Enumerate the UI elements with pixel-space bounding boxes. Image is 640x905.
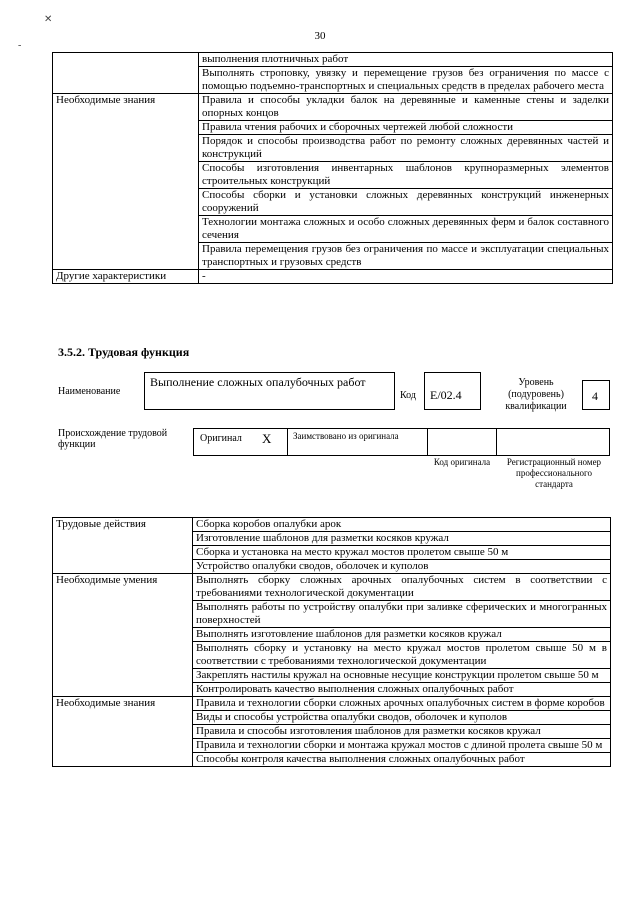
row-item: Правила перемещения грузов без ограничения по массе и эксплуатации специальных транспортных и грузовых средств bbox=[199, 243, 613, 270]
row-item: Правила и способы изготовления шаблонов для разметки косяков кружал bbox=[193, 725, 611, 739]
page-number: 30 bbox=[314, 30, 326, 42]
row-label: Другие характеристики bbox=[53, 270, 199, 284]
row-item: Технологии монтажа сложных и особо сложных деревянных ферм и балок составного сечения bbox=[199, 216, 613, 243]
original-mark: X bbox=[262, 431, 272, 446]
table-row bbox=[53, 518, 611, 532]
name-label: Наименование bbox=[58, 386, 121, 397]
code-original-label: Код оригинала bbox=[433, 457, 491, 467]
table-row bbox=[53, 94, 613, 121]
row-item: Правила и технологии сборки и монтажа кружал мостов с длиной пролета свыше 50 м bbox=[193, 739, 611, 753]
scan-mark: - bbox=[18, 40, 22, 51]
row-item: выполнения плотничных работ bbox=[199, 53, 613, 67]
row-item: Правила чтения рабочих и сборочных чертежей любой сложности bbox=[199, 121, 613, 135]
reg-number-box bbox=[496, 428, 610, 456]
scan-mark: ✕ bbox=[44, 14, 53, 25]
table-row bbox=[53, 697, 611, 711]
row-label: Необходимые знания bbox=[53, 94, 199, 270]
row-item: Контролировать качество выполнения сложных опалубочных работ bbox=[193, 683, 611, 697]
row-label: Трудовые действия bbox=[53, 518, 193, 574]
row-item: Способы сборки и установки сложных деревянных конструкций инженерных сооружений bbox=[199, 189, 613, 216]
original-label: Оригинал bbox=[200, 433, 242, 444]
code-label: Код bbox=[400, 390, 416, 401]
row-item: Способы контроля качества выполнения сложных опалубочных работ bbox=[193, 753, 611, 767]
row-item: Выполнять сборку и установку на место кружал мостов пролетом свыше 50 м в соответствии с требованиями технологической документации bbox=[193, 642, 611, 669]
row-item: Устройство опалубки сводов, оболочек и куполов bbox=[193, 560, 611, 574]
row-label bbox=[53, 53, 199, 94]
code-value: E/02.4 bbox=[430, 388, 462, 402]
row-item: Закреплять настилы кружал на основные несущие конструкции пролетом свыше 50 м bbox=[193, 669, 611, 683]
code-original-box bbox=[427, 428, 497, 456]
bottom-requirements-table bbox=[52, 517, 611, 767]
row-item: Виды и способы устройства опалубки сводов, оболочек и куполов bbox=[193, 711, 611, 725]
row-item: Сборка и установка на место кружал мостов пролетом свыше 50 м bbox=[193, 546, 611, 560]
section-heading: 3.5.2. Трудовая функция bbox=[58, 345, 190, 359]
row-item: Порядок и способы производства работ по ремонту сложных деревянных частей и конструкций bbox=[199, 135, 613, 162]
row-item: Способы изготовления инвентарных шаблонов крупноразмерных элементов строительных конструкций bbox=[199, 162, 613, 189]
table-row bbox=[53, 270, 613, 284]
table-row bbox=[53, 574, 611, 601]
row-item: Выполнять сборку сложных арочных опалубочных систем в соответствии с требованиями технологической документации bbox=[193, 574, 611, 601]
row-item: Выполнять работы по устройству опалубки при заливке сферических и многогранных поверхностей bbox=[193, 601, 611, 628]
row-item: Выполнять строповку, увязку и перемещение грузов без ограничения по массе с помощью подъемно-транспортных и специальных средств в пределах рабочего места bbox=[199, 67, 613, 94]
level-label: Уровень (подуровень) квалификации bbox=[505, 377, 567, 412]
reg-number-label: Регистрационный номер профессионального стандарта bbox=[506, 457, 602, 489]
level-value: 4 bbox=[592, 389, 598, 403]
name-value: Выполнение сложных опалубочных работ bbox=[150, 375, 366, 389]
row-item: Изготовление шаблонов для разметки косяков кружал bbox=[193, 532, 611, 546]
row-item: Сборка коробов опалубки арок bbox=[193, 518, 611, 532]
row-item: Выполнять изготовление шаблонов для разметки косяков кружал bbox=[193, 628, 611, 642]
origin-label: Происхождение трудовой функции bbox=[58, 428, 168, 450]
row-item: Правила и способы укладки балок на деревянные и каменные стены и заделки опорных концов bbox=[199, 94, 613, 121]
row-label: Необходимые умения bbox=[53, 574, 193, 697]
row-item: - bbox=[199, 270, 613, 284]
borrowed-label: Заимствовано из оригинала bbox=[293, 431, 399, 441]
top-requirements-table bbox=[52, 52, 613, 284]
row-label: Необходимые знания bbox=[53, 697, 193, 767]
table-row bbox=[53, 53, 613, 67]
row-item: Правила и технологии сборки сложных арочных опалубочных систем в форме коробов bbox=[193, 697, 611, 711]
